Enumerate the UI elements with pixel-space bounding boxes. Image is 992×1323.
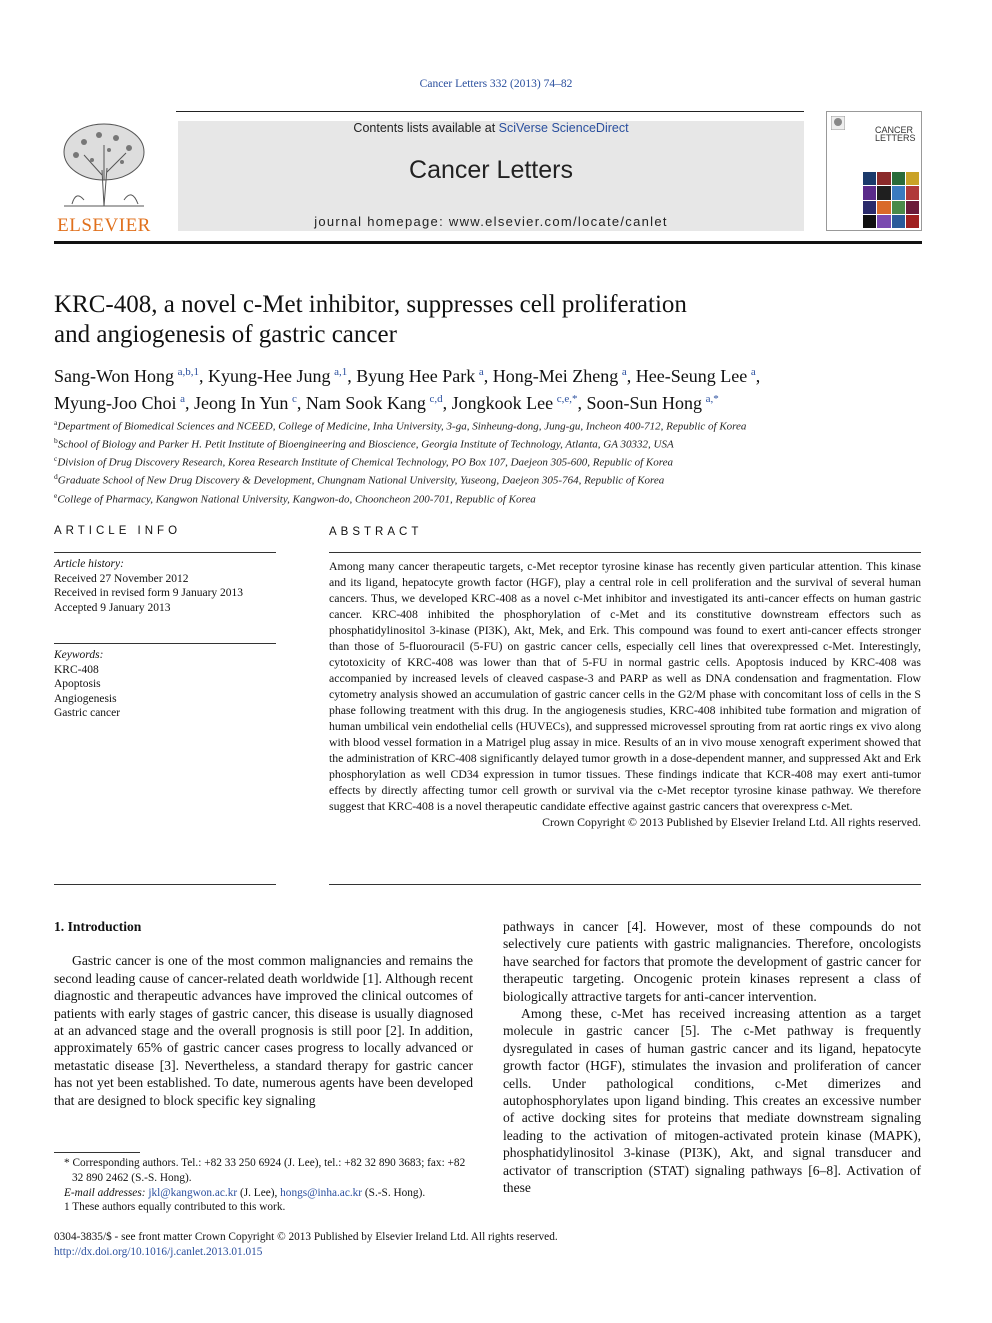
- title-line-1: KRC-408, a novel c-Met inhibitor, suppresses cell proliferation: [54, 291, 687, 318]
- history-label: Article history:: [54, 558, 124, 570]
- journal-citation[interactable]: Cancer Letters 332 (2013) 74–82: [419, 78, 573, 90]
- sciencedirect-link[interactable]: SciVerse ScienceDirect: [498, 121, 629, 135]
- author-affil-sup[interactable]: a: [478, 366, 484, 378]
- email-note: [54, 1186, 473, 1201]
- author-name[interactable]: Soon-Sun Hong: [586, 393, 702, 413]
- affiliation-item: [54, 434, 914, 452]
- affiliation-item: [54, 452, 914, 470]
- keyword-item: KRC-408: [54, 663, 99, 676]
- author-name[interactable]: Hee-Seung Lee: [635, 366, 748, 386]
- affiliation-sup: d: [54, 472, 58, 482]
- contents-prefix: Contents lists available at: [353, 121, 499, 135]
- email-label: E-mail addresses:: [64, 1186, 146, 1199]
- affiliation-text: Division of Drug Discovery Research, Korea Research Institute of Chemical Technology, PO Box 107, Daejeon 305-600, Republic of Korea: [57, 456, 674, 469]
- affiliation-sup: c: [54, 454, 58, 464]
- cover-image-grid: [863, 172, 919, 228]
- affiliation-sup: a: [54, 418, 58, 427]
- author-name[interactable]: Jeong In Yun: [194, 393, 289, 413]
- author-name[interactable]: Jongkook Lee: [451, 393, 554, 413]
- author-name[interactable]: Nam Sook Kang: [305, 393, 426, 413]
- article-info-bottom-rule: [54, 884, 276, 885]
- corresponding-author-note: * Corresponding authors. Tel.: +82 33 250 6924 (J. Lee), tel.: +82 32 890 3683; fax: +82 32 890 2462 (S.-S. Hong).: [64, 1157, 466, 1184]
- author-list: [54, 361, 914, 415]
- paragraph: Among these, c-Met has received increasing attention as a target molecule in gastric cancer [5]. The c-Met pathway is frequently dysregulated in cases of human gastric cancer and its ligand, hepatocyte growth factor (HGF), stimulates the invasion and proliferation of cancer cells. Under pathological conditions, c-Met dimerizes and autophosphorylates upon ligand binding. This creates an excessive number of active docking sites for proteins that mediate downstream signaling leading to the activation of mitogen-activated protein kinase (MAPK), phosphatidylinositol 3-kinase (PI3K), Akt, and signal transducer and activator of transcription (STAT) signaling pathways [6–8]. Activation of these: [503, 1006, 921, 1196]
- cover-title: [875, 126, 916, 142]
- affiliation-item: [54, 489, 914, 507]
- abstract-rule: [329, 552, 921, 553]
- author-affil-sup[interactable]: a,b,1: [177, 366, 200, 378]
- author-line-1: Sang-Won Hong $^{a,b,1}$, Kyung-Hee Jung $^{a,1}$, Byung Hee Park $^a$, Hong-Mei Zheng $^a$, Hee-Seung Lee $^a$,: [54, 366, 761, 386]
- article-title: [54, 290, 854, 350]
- elsevier-tree-icon: [54, 120, 154, 208]
- affiliation-sup: e: [54, 490, 58, 500]
- affiliation-text: School of Biology and Parker H. Petit Institute of Bioengineering and Bioscience, Georgia Institute of Technology, Atlanta, GA 30332, USA: [57, 438, 674, 451]
- keywords-label: Keywords:: [54, 649, 104, 661]
- elsevier-mini-icon: [831, 116, 845, 130]
- article-history: [54, 557, 276, 615]
- footnotes: [54, 1156, 473, 1215]
- journal-homepage[interactable]: journal homepage: www.elsevier.com/locate/canlet: [314, 214, 668, 229]
- author-affil-sup[interactable]: c: [291, 393, 297, 405]
- email-owner: (S.-S. Hong).: [362, 1186, 426, 1199]
- author-name[interactable]: Myung-Joo Choi: [54, 393, 177, 413]
- elsevier-wordmark: ELSEVIER: [57, 215, 151, 236]
- affiliation-text: Department of Biomedical Sciences and NCEED, College of Medicine, Inha University, 3-ga, Sinheung-dong, Jung-gu, Incheon 400-712, Republic of Korea: [57, 420, 747, 433]
- affiliations: [54, 416, 914, 507]
- abstract-body: [329, 558, 921, 830]
- email-link[interactable]: hongs@inha.ac.kr: [280, 1186, 363, 1199]
- doi-link[interactable]: http://dx.doi.org/10.1016/j.canlet.2013.01.015: [54, 1245, 263, 1258]
- title-line-2: and angiogenesis of gastric cancer: [54, 321, 397, 348]
- paragraph: pathways in cancer [4]. However, most of these compounds do not selectively cure patients with gastric malignancies. Therefore, oncologists have searched for factors that promote the development of gastric cancer for therapeutic targeting. Oncogenic protein kinases represent a class of biologically attractive targets for anti-cancer intervention.: [503, 919, 921, 1004]
- section-heading-introduction: 1. Introduction: [54, 919, 142, 934]
- affiliation-item: [54, 416, 914, 434]
- cover-title-line2: LETTERS: [875, 133, 916, 143]
- keywords-rule: [54, 643, 276, 644]
- email-owner: (J. Lee),: [237, 1186, 281, 1199]
- author-name[interactable]: Hong-Mei Zheng: [492, 366, 619, 386]
- author-affil-sup[interactable]: c,d: [429, 393, 443, 405]
- email-link[interactable]: jkl@kangwon.ac.kr: [148, 1186, 238, 1199]
- author-line-2: Myung-Joo Choi $^a$, Jeong In Yun $^c$, Nam Sook Kang $^{c,d}$, Jongkook Lee $^{c,e,*}$, Soon-Sun Hong $^{a,*}$: [54, 393, 719, 413]
- elsevier-logo[interactable]: [54, 120, 154, 236]
- abstract-bottom-rule: [329, 884, 921, 885]
- header-rule: [176, 111, 804, 112]
- page-footer: [54, 1230, 754, 1259]
- author-affil-sup[interactable]: a: [621, 366, 627, 378]
- author-affil-sup[interactable]: a: [750, 366, 756, 378]
- issn-line: 0304-3835/$ - see front matter Crown Copyright © 2013 Published by Elsevier Ireland Ltd. All rights reserved.: [54, 1231, 558, 1243]
- author-name[interactable]: Byung Hee Park: [356, 366, 476, 386]
- author-affil-sup[interactable]: c,e,*: [556, 393, 578, 405]
- received-date: Received 27 November 2012: [54, 572, 189, 585]
- author-name[interactable]: Sang-Won Hong: [54, 366, 175, 386]
- article-info-heading: ARTICLE INFO: [54, 525, 182, 537]
- revised-date: Received in revised form 9 January 2013: [54, 587, 244, 599]
- affiliation-sup: b: [54, 436, 58, 446]
- body-column-right: [503, 918, 921, 1197]
- journal-cover-thumbnail[interactable]: [826, 111, 922, 231]
- article-info-rule: [54, 552, 276, 553]
- equal-contribution-note: 1 These authors equally contributed to this work.: [64, 1201, 286, 1214]
- header-thick-rule: [54, 241, 922, 244]
- affiliation-text: Graduate School of New Drug Discovery & Development, Chungnam National University, Yuseong, Daejeon 305-764, Republic of Korea: [57, 475, 665, 488]
- keyword-item: Apoptosis: [54, 678, 101, 690]
- abstract-copyright: Crown Copyright © 2013 Published by Elsevier Ireland Ltd. All rights reserved.: [542, 815, 921, 829]
- abstract-text: Among many cancer therapeutic targets, c-Met receptor tyrosine kinase has recently given particular attention. This kinase and its ligand, hepatocyte growth factor (HGF), play a central role in cell proliferation and the survival of several human cancers. Thus, we developed KRC-408 as a novel c-Met inhibitor and investigated its anti-cancer effects on human gastric cancer. KRC-408 inhibited the phosphorylation of c-Met and its constitutive downstream effectors such as phosphatidylinositol 3-kinase (PI3K), Akt, Mek, and Erk. This compound was found to exert anti-cancer effects stronger than those of 5-fluorouracil (5-FU) on gastric cancer cells, especially cell lines that overexpressed c-Met. Interestingly, cytotoxicity of KRC-408 was lower than that of 5-FU in normal gastric cells. Apoptosis induced by KRC-408 was accompanied by increased levels of cleaved caspase-3 and PARP as well as DNA condensation and fragmentation. Flow cytometry analysis showed an accumulation of gastric cancer cells in the G2/M phase with concomitant loss of cells in the S phase following treatment with this drug. In the angiogenesis studies, KRC-408 inhibited tube formation and migration of human umbilical vein endothelial cells (HUVECs), and suppressed microvessel sprouting from rat aortic rings ex vivo along with blood vessel formation in a Matrigel plug assay in mice. Results of an in vivo mouse xenograft experiment showed that the administration of KRC-408 significantly delayed tumor growth in a dose-dependent manner, and suppressed Akt and Erk phosphorylation as well CD34 expression in tumor tissues. These findings indicate that KCR-408 may exert anti-tumor effects by directly affecting tumor cell growth or survival via the c-Met receptor tyrosine kinase pathway. We therefore suggest that KRC-408 is a novel therapeutic candidate effective against gastric cancers that overexpress c-Met.: [329, 559, 921, 813]
- author-affil-sup[interactable]: a,*: [705, 393, 719, 405]
- footnote-rule: [54, 1152, 140, 1153]
- keywords-block: [54, 648, 276, 721]
- abstract-heading: ABSTRACT: [329, 526, 423, 538]
- accepted-date: Accepted 9 January 2013: [54, 601, 171, 614]
- author-affil-sup[interactable]: a: [180, 393, 186, 405]
- paragraph: Gastric cancer is one of the most common malignancies and remains the second leading cause of cancer-related death worldwide [1]. Although recent diagnostic and therapeutic advances have improved the clinical outcomes of patients with early stages of gastric cancer, this disease is usually diagnosed at an advanced stage and the overall prognosis is still poor [2]. In addition, approximately 65% of gastric cancer cases progress to locally advanced or metastatic disease [3]. Nevertheless, a standard therapy for gastric cancer has not yet been established. To date, numerous agents have been developed that are designed to block specific key signaling: [54, 953, 473, 1108]
- affiliation-item: [54, 470, 914, 488]
- contents-line: [178, 121, 804, 135]
- cover-title-line1: CANCER: [875, 125, 914, 135]
- journal-title: Cancer Letters: [409, 156, 573, 184]
- author-affil-sup[interactable]: a,1: [334, 366, 348, 378]
- affiliation-text: College of Pharmacy, Kangwon National University, Kangwon-do, Chooncheon 200-701, Republic of Korea: [57, 493, 536, 506]
- author-name[interactable]: Kyung-Hee Jung: [208, 366, 331, 386]
- keyword-item: Angiogenesis: [54, 692, 117, 705]
- keyword-item: Gastric cancer: [54, 707, 121, 719]
- body-column-left: [54, 918, 473, 1109]
